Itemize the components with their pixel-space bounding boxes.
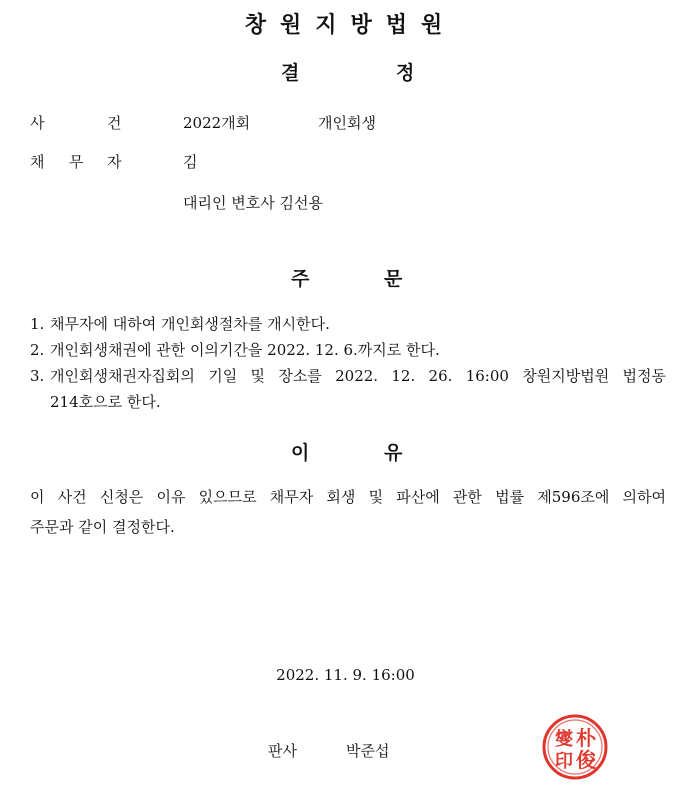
judge-title: 판사: [268, 742, 297, 760]
debtor-label-char-3: 자: [107, 153, 122, 171]
order-item-text: 개인회생채권에 관한 이의기간을 2022. 12. 6.까지로 한다.: [50, 341, 440, 359]
seal-char-2: 俊: [576, 748, 596, 772]
reason-text: [30, 482, 666, 542]
reason-line-2: 주문과 같이 결정한다.: [30, 518, 175, 536]
case-label-char-1: 사: [30, 114, 45, 132]
decision-date: 2022. 11. 9. 16:00: [276, 666, 415, 684]
seal-char-1: 朴: [576, 726, 596, 750]
order-list: [30, 311, 666, 415]
order-item-number: 3.: [30, 367, 45, 385]
debtor-label-char-1: 채: [30, 153, 45, 171]
order-item-text-line1: 개인회생채권자집회의 기일 및 장소를 2022. 12. 26. 16:00 창원지방법원 법정동: [50, 367, 666, 385]
judge-name: 박준섭: [346, 742, 390, 760]
debtor-name: 김: [183, 153, 198, 171]
judge-seal-stamp: [540, 712, 610, 782]
document-type-char-1: 결: [281, 62, 300, 84]
document-type-heading: [0, 58, 687, 82]
reason-heading-char-2: 유: [384, 442, 403, 464]
seal-outer-ring: [544, 716, 606, 778]
order-heading: [0, 264, 687, 288]
court-name: 창원지방법원: [244, 13, 457, 38]
reason-heading: [0, 438, 687, 462]
order-heading-char-1: 주: [291, 268, 310, 290]
order-item-text-line2: 214호으로 한다.: [50, 393, 161, 411]
seal-char-3: 燮: [555, 729, 573, 750]
case-row: [0, 112, 687, 132]
document-type-char-2: 정: [396, 62, 415, 84]
case-number: 2022개회: [183, 114, 251, 132]
order-item: [30, 363, 666, 415]
debtor-agent: 대리인 변호사 김선용: [183, 194, 323, 212]
order-item-text: 채무자에 대하여 개인회생절차를 개시한다.: [50, 315, 330, 333]
reason-line-1: 이 사건 신청은 이유 있으므로 채무자 회생 및 파산에 관한 법률 제596조에 의하여: [30, 488, 666, 506]
debtor-row: [0, 151, 687, 171]
case-name: 개인회생: [318, 114, 376, 132]
reason-heading-char-1: 이: [291, 442, 310, 464]
order-item: [30, 311, 666, 337]
seal-char-4: 印: [555, 751, 573, 772]
order-item: [30, 337, 666, 363]
order-heading-char-2: 문: [384, 268, 403, 290]
order-item-number: 1.: [30, 315, 45, 333]
case-label-char-2: 건: [107, 114, 122, 132]
debtor-label-char-2: 무: [69, 153, 84, 171]
order-item-number: 2.: [30, 341, 45, 359]
